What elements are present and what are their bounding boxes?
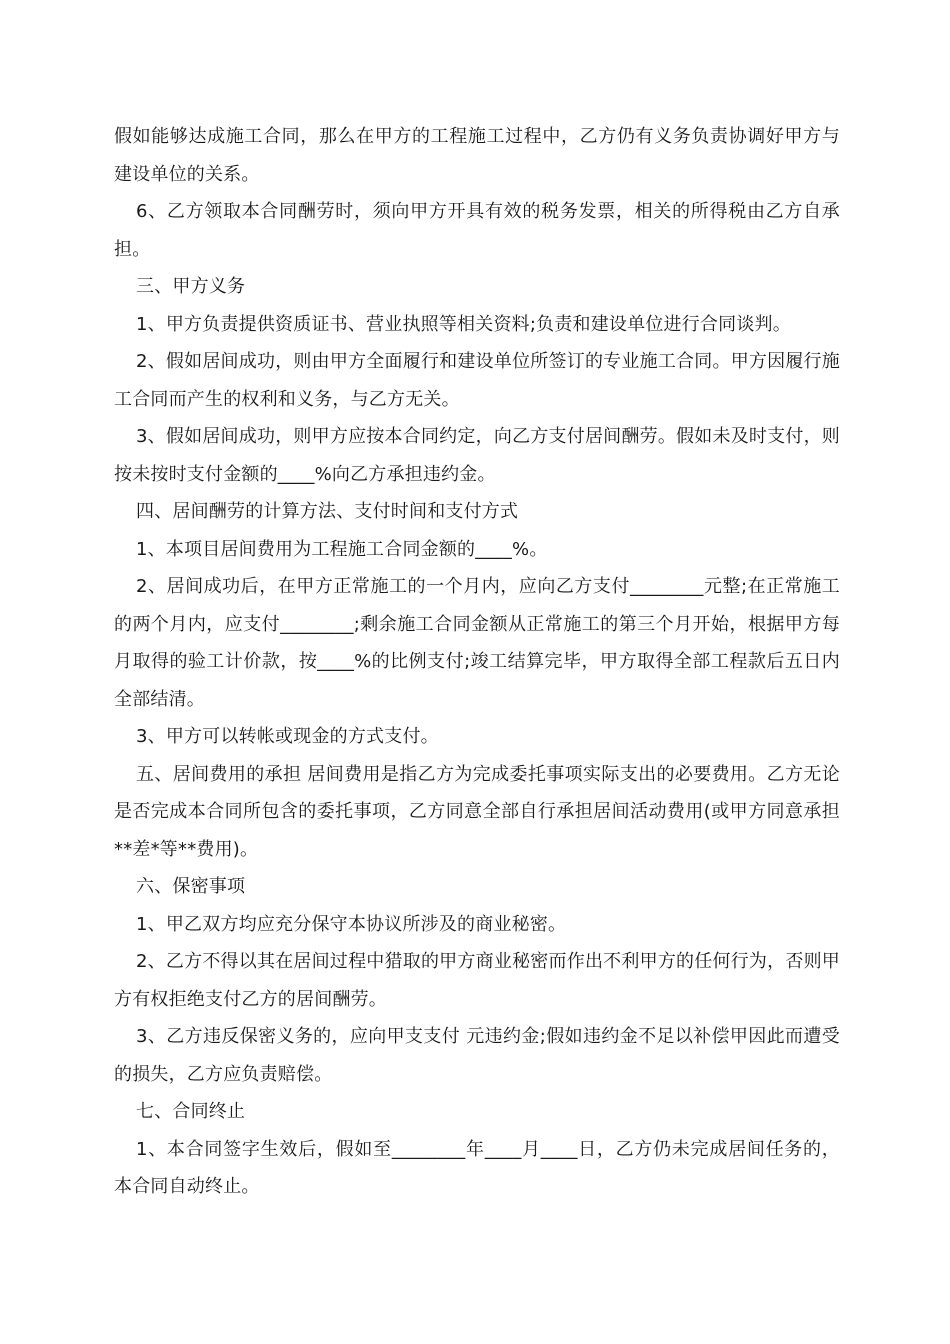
section-heading-remuneration: 四、居间酬劳的计算方法、支付时间和支付方式: [136, 501, 519, 522]
section-heading-party-a-obligations: 三、甲方义务: [136, 276, 246, 297]
paragraph-clause-6-tax-invoice: 6、乙方领取本合同酬劳时，须向甲方开具有效的税务发票，相关的所得税由乙方自承担。: [114, 201, 840, 260]
paragraph-confidentiality-clause-3: 3、乙方违反保密义务的，应向甲支支付 元违约金;假如违约金不足以补偿甲因此而遭受的损失，乙方应负责赔偿。: [114, 1026, 840, 1085]
paragraph-confidentiality-clause-2: 2、乙方不得以其在居间过程中猎取的甲方商业秘密而作出不利甲方的任何行为，否则甲方有权拒绝支付乙方的居间酬劳。: [114, 951, 840, 1010]
paragraph-confidentiality-clause-1: 1、甲乙双方均应充分保守本协议所涉及的商业秘密。: [136, 913, 567, 935]
paragraph-remuneration-clause-3: 3、甲方可以转帐或现金的方式支付。: [136, 726, 439, 747]
paragraph-remuneration-clause-2: 2、居间成功后，在甲方正常施工的一个月内，应向乙方支付________元整;在正常施工的两个月内，应支付________;剩余施工合同金额从正常施工的第三个月开始，根据甲方每月取得的验工计价款，按____%的比例支付;竣工结算完毕，甲方取得全部工程款后五日内全部结清。: [114, 576, 840, 710]
paragraph-termination-clause-1: 1、本合同签字生效后，假如至________年____月____日，乙方仍未完成居间任务的，本合同自动终止。: [114, 1138, 840, 1197]
paragraph-party-a-clause-3: 3、假如居间成功，则甲方应按本合同约定，向乙方支付居间酬劳。假如未及时支付，则按未按时支付金额的____%向乙方承担违约金。: [114, 426, 840, 485]
paragraph-continuation: 假如能够达成施工合同，那么在甲方的工程施工过程中，乙方仍有义务负责协调好甲方与建设单位的关系。: [114, 126, 840, 185]
paragraph-party-a-clause-1: 1、甲方负责提供资质证书、营业执照等相关资料;负责和建设单位进行合同谈判。: [136, 313, 791, 335]
document-body: [114, 118, 840, 1206]
section-heading-confidentiality: 六、保密事项: [136, 876, 246, 897]
section-heading-termination: 七、合同终止: [136, 1101, 246, 1122]
section-heading-expense-bearing: 五、居间费用的承担 居间费用是指乙方为完成委托事项实际支出的必要费用。乙方无论是否完成本合同所包含的委托事项，乙方同意全部自行承担居间活动费用(或甲方同意承担**差*等**费用)。: [114, 763, 840, 860]
paragraph-party-a-clause-2: 2、假如居间成功，则由甲方全面履行和建设单位所签订的专业施工合同。甲方因履行施工合同而产生的权利和义务，与乙方无关。: [114, 351, 840, 410]
paragraph-remuneration-clause-1: 1、本项目居间费用为工程施工合同金额的____%。: [136, 538, 548, 560]
